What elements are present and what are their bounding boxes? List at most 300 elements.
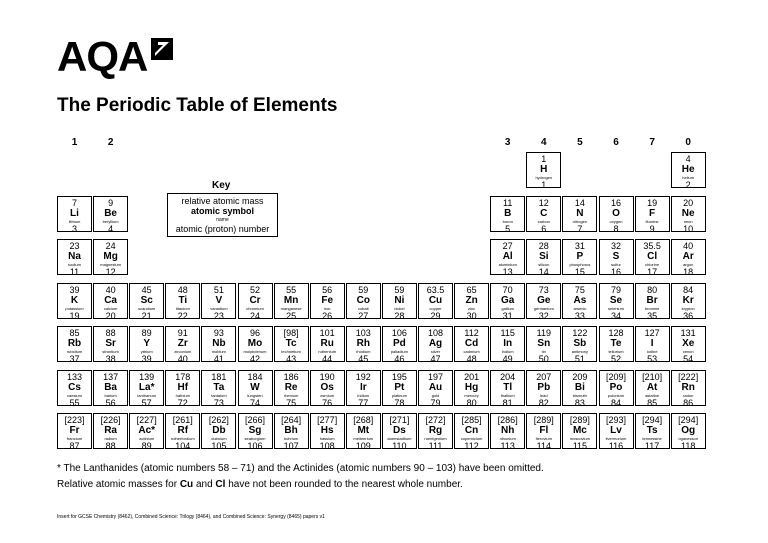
- element-symbol: Mn: [283, 294, 299, 306]
- element-number: 50: [538, 354, 549, 364]
- element-symbol: Re: [284, 381, 298, 393]
- element-mass: [262]: [208, 415, 229, 425]
- group-label: 3: [504, 137, 511, 148]
- element-cell: [454, 326, 489, 362]
- element-mass: 190: [319, 371, 335, 382]
- element-number: 56: [105, 397, 116, 408]
- element-cell: [238, 413, 273, 449]
- element-mass: 79: [610, 284, 621, 295]
- element-mass: 52: [249, 284, 260, 295]
- element-mass: [268]: [353, 415, 374, 425]
- element-mass: 181: [211, 371, 227, 382]
- element-mass: 209: [572, 371, 588, 382]
- element-name: chromium: [246, 306, 264, 311]
- element-number: 28: [394, 310, 405, 321]
- element-symbol: Rb: [67, 338, 82, 349]
- element-mass: [226]: [100, 415, 121, 425]
- element-cell: [310, 370, 345, 406]
- element-mass: 4: [685, 154, 691, 164]
- element-mass: 85: [69, 328, 80, 338]
- element-name: lanthanum: [137, 393, 157, 398]
- element-mass: [286]: [497, 415, 518, 425]
- element-cell: [454, 413, 489, 449]
- element-mass: 106: [391, 328, 407, 338]
- element-symbol: Tc: [285, 338, 297, 349]
- key-mass-label: relative atomic mass: [181, 196, 264, 206]
- element-symbol: Ge: [537, 294, 551, 306]
- element-symbol: La*: [138, 381, 155, 393]
- element-name: magnesium: [100, 263, 121, 267]
- element-number: 9: [649, 223, 655, 234]
- element-cell: [201, 370, 236, 406]
- element-symbol: Mo: [247, 338, 263, 349]
- element-mass: 204: [500, 371, 516, 382]
- element-cell: [671, 326, 706, 362]
- element-symbol: Rh: [356, 338, 370, 349]
- element-name: helium: [682, 176, 695, 180]
- element-name: tungsten: [247, 393, 263, 398]
- element-number: 57: [141, 397, 152, 408]
- element-mass: [289]: [533, 415, 554, 425]
- element-mass: [261]: [172, 415, 193, 425]
- element-mass: 56: [322, 284, 333, 295]
- element-mass: 139: [139, 371, 155, 382]
- element-cell: [346, 283, 381, 319]
- element-mass: 19: [647, 197, 658, 208]
- element-number: 34: [610, 310, 621, 321]
- element-cell: [490, 196, 525, 232]
- element-number: 14: [538, 267, 549, 277]
- element-name: boron: [502, 219, 513, 224]
- element-symbol: Tl: [503, 381, 513, 393]
- element-symbol: Ca: [104, 294, 117, 306]
- element-number: 21: [141, 310, 152, 321]
- element-cell: [310, 413, 345, 449]
- element-mass: 28: [538, 241, 549, 251]
- element-mass: 127: [644, 328, 660, 338]
- element-name: darmstadtium: [387, 437, 412, 441]
- note-cl: Cl: [215, 479, 226, 490]
- element-cell: [418, 370, 453, 406]
- element-cell: [382, 283, 417, 319]
- element-cell: [526, 413, 561, 449]
- element-symbol: Pd: [393, 338, 406, 349]
- element-mass: 31: [574, 241, 585, 251]
- element-name: tennessine: [642, 437, 662, 441]
- element-name: cobalt: [357, 306, 369, 311]
- element-number: 20: [105, 310, 116, 321]
- element-mass: 137: [103, 371, 119, 382]
- element-symbol: S: [612, 251, 620, 262]
- element-name: thallium: [500, 393, 515, 398]
- element-cell: [562, 239, 597, 275]
- element-name: tin: [541, 350, 546, 354]
- element-number: 6: [541, 223, 547, 234]
- element-mass: [294]: [642, 415, 663, 425]
- element-symbol: Y: [143, 338, 151, 349]
- element-symbol: Fe: [321, 294, 334, 306]
- element-symbol: Mg: [103, 251, 118, 262]
- element-mass: 23: [69, 241, 80, 251]
- logo-mark-icon: [149, 36, 175, 62]
- element-number: 35: [647, 310, 658, 321]
- element-name: iron: [323, 306, 331, 311]
- element-number: 112: [464, 441, 479, 451]
- element-number: 8: [613, 223, 619, 234]
- element-name: nickel: [394, 306, 405, 311]
- element-mass: 195: [391, 371, 407, 382]
- element-name: livermorium: [605, 437, 627, 441]
- element-number: 10: [683, 223, 694, 234]
- element-number: 89: [141, 441, 152, 451]
- element-symbol: F: [649, 207, 656, 219]
- element-mass: 48: [177, 284, 188, 295]
- element-name: molybdenum: [243, 350, 267, 354]
- element-name: lead: [540, 393, 548, 398]
- aqa-logo: [57, 34, 177, 80]
- element-cell: [599, 283, 634, 319]
- element-symbol: I: [650, 338, 654, 349]
- element-cell: [562, 370, 597, 406]
- element-name: chlorine: [645, 263, 660, 267]
- element-mass: 84: [683, 284, 694, 295]
- element-number: 111: [428, 441, 443, 451]
- element-name: flerovium: [535, 437, 552, 441]
- element-cell: [490, 413, 525, 449]
- element-mass: 7: [71, 197, 77, 208]
- element-number: 109: [355, 441, 371, 451]
- element-mass: [285]: [461, 415, 482, 425]
- element-cell: [57, 239, 92, 275]
- element-name: radon: [683, 393, 694, 398]
- element-cell: [562, 413, 597, 449]
- element-symbol: P: [576, 251, 584, 262]
- element-name: hydrogen: [535, 176, 553, 180]
- element-cell: [238, 326, 273, 362]
- element-cell: [562, 283, 597, 319]
- element-name: meitnerium: [353, 437, 374, 441]
- element-symbol: Al: [502, 251, 513, 262]
- element-cell: [310, 283, 345, 319]
- element-name: oganesson: [678, 437, 698, 441]
- element-cell: [562, 196, 597, 232]
- element-name: tantalum: [211, 393, 227, 398]
- element-number: 105: [211, 441, 227, 451]
- element-number: 88: [105, 441, 116, 451]
- element-number: 110: [392, 441, 407, 451]
- element-symbol: Ds: [392, 425, 406, 436]
- element-name: radium: [104, 437, 117, 441]
- element-mass: 112: [464, 328, 479, 338]
- element-symbol: Cl: [647, 251, 658, 262]
- element-cell: [93, 326, 128, 362]
- element-mass: 16: [610, 197, 621, 208]
- element-cell: [635, 413, 670, 449]
- element-mass: [277]: [317, 415, 338, 425]
- element-symbol: Br: [646, 294, 658, 306]
- element-name: rhodium: [356, 350, 371, 354]
- element-mass: 192: [355, 371, 371, 382]
- element-mass: 131: [680, 328, 696, 338]
- element-cell: [201, 283, 236, 319]
- element-name: nitrogen: [572, 219, 588, 224]
- element-mass: 88: [105, 328, 116, 338]
- element-mass: [266]: [244, 415, 266, 425]
- element-number: 49: [502, 354, 513, 364]
- element-symbol: Bi: [574, 381, 585, 393]
- element-number: 77: [358, 397, 369, 408]
- element-number: 29: [430, 310, 441, 321]
- element-symbol: Ta: [213, 381, 225, 393]
- element-symbol: Ru: [320, 338, 334, 349]
- element-name: zirconium: [174, 350, 192, 354]
- element-mass: 70: [502, 284, 513, 295]
- element-cell: [490, 283, 525, 319]
- element-mass: 103: [355, 328, 371, 338]
- element-number: 42: [249, 354, 260, 364]
- element-symbol: Pb: [537, 381, 551, 393]
- element-cell: [454, 283, 489, 319]
- footer-text: Insert for GCSE Chemistry (8462), Combined Science: Trilogy (8464), and Combined Science: Synergy (8465) papers v1: [57, 514, 325, 520]
- element-name: xenon: [682, 350, 694, 354]
- element-name: actinium: [139, 437, 155, 441]
- element-cell: [635, 370, 670, 406]
- element-cell: [526, 152, 561, 188]
- element-name: moscovium: [569, 437, 590, 441]
- element-number: 118: [681, 441, 696, 451]
- element-mass: [289]: [569, 415, 590, 425]
- element-name: sulfur: [611, 263, 621, 267]
- element-mass: 1: [541, 154, 547, 164]
- element-mass: 55: [286, 284, 297, 295]
- element-symbol: Ni: [394, 294, 405, 306]
- element-name: germanium: [533, 306, 554, 311]
- element-cell: [418, 413, 453, 449]
- note-rounding-prefix: Relative atomic masses for: [57, 479, 180, 490]
- element-cell: [599, 370, 634, 406]
- element-mass: 91: [177, 328, 188, 338]
- element-symbol: Hf: [177, 381, 189, 393]
- group-label: 7: [649, 137, 655, 148]
- element-cell: [526, 326, 561, 362]
- element-number: 87: [69, 441, 80, 451]
- element-name: aluminium: [498, 263, 517, 267]
- element-cell: [93, 413, 128, 449]
- element-cell: [490, 239, 525, 275]
- element-cell: [635, 283, 670, 319]
- element-cell: [238, 370, 273, 406]
- element-symbol: N: [576, 207, 584, 219]
- element-number: 106: [247, 441, 263, 451]
- element-symbol: Cu: [428, 294, 443, 306]
- element-cell: [93, 196, 128, 232]
- group-label: 2: [107, 137, 114, 148]
- element-number: 7: [577, 223, 583, 234]
- element-symbol: Rf: [177, 425, 189, 436]
- element-cell: [93, 370, 128, 406]
- element-name: lithium: [68, 219, 81, 224]
- element-number: 82: [538, 397, 549, 408]
- element-symbol: Cd: [464, 338, 479, 349]
- element-mass: 197: [427, 371, 444, 382]
- element-mass: 14: [574, 197, 585, 208]
- element-symbol: Rg: [428, 425, 443, 436]
- note-rounding: [57, 479, 463, 490]
- element-symbol: Hs: [320, 425, 334, 436]
- element-cell: [129, 283, 164, 319]
- element-mass: [293]: [605, 415, 627, 425]
- element-mass: 108: [427, 328, 444, 338]
- element-mass: [210]: [642, 371, 663, 382]
- element-number: 108: [319, 441, 335, 451]
- element-name: silicon: [538, 263, 550, 267]
- element-symbol: Xe: [682, 338, 695, 349]
- element-cell: [671, 239, 706, 275]
- element-symbol: V: [215, 294, 223, 306]
- element-mass: 75: [574, 284, 585, 295]
- element-symbol: Mt: [357, 425, 370, 436]
- element-number: 85: [647, 397, 658, 408]
- element-number: 54: [683, 354, 694, 364]
- element-mass: 40: [105, 284, 116, 295]
- element-number: 73: [213, 397, 224, 408]
- element-name: nihonium: [499, 437, 516, 441]
- element-number: 25: [286, 310, 297, 321]
- element-cell: [93, 283, 128, 319]
- note-rounding-suffix: have not been rounded to the nearest whole number.: [225, 479, 463, 490]
- element-symbol: Sr: [105, 338, 116, 349]
- element-mass: 128: [608, 328, 624, 338]
- element-symbol: In: [503, 338, 513, 349]
- element-cell: [599, 196, 634, 232]
- page-title: The Periodic Table of Elements: [57, 95, 338, 116]
- element-number: 76: [322, 397, 333, 408]
- element-name: caesium: [67, 393, 82, 398]
- element-name: oxygen: [609, 219, 623, 224]
- element-cell: [599, 326, 634, 362]
- element-number: 44: [322, 354, 333, 364]
- element-name: antimony: [571, 350, 588, 354]
- element-number: 27: [358, 310, 369, 321]
- note-lanthanides: * The Lanthanides (atomic numbers 58 – 71) and the Actinides (atomic numbers 90 – 103) have been omitted.: [57, 463, 544, 474]
- element-mass: 59: [358, 284, 369, 295]
- element-name: platinum: [391, 393, 407, 398]
- element-name: sodium: [68, 263, 81, 267]
- element-mass: [227]: [136, 415, 157, 425]
- element-cell: [671, 152, 706, 188]
- element-number: 47: [430, 354, 441, 364]
- element-name: copernicium: [460, 437, 483, 441]
- element-number: 22: [177, 310, 188, 321]
- element-symbol: Ga: [501, 294, 515, 306]
- element-mass: 65: [466, 284, 477, 295]
- element-symbol: Fr: [69, 425, 80, 436]
- element-name: argon: [683, 263, 694, 267]
- element-number: 1: [541, 180, 547, 190]
- element-cell: [418, 326, 453, 362]
- element-symbol: Ti: [178, 294, 188, 306]
- element-cell: [165, 370, 200, 406]
- element-number: 107: [283, 441, 299, 451]
- element-name: krypton: [681, 306, 695, 311]
- element-number: 2: [685, 180, 691, 190]
- element-mass: 207: [536, 371, 552, 382]
- element-cell: [671, 413, 706, 449]
- element-cell: [57, 283, 92, 319]
- element-symbol: W: [250, 381, 260, 393]
- element-mass: 201: [464, 371, 480, 382]
- element-mass: [223]: [64, 415, 85, 425]
- element-cell: [238, 283, 273, 319]
- periodic-table: [57, 152, 707, 457]
- element-mass: 89: [141, 328, 152, 338]
- element-cell: [310, 326, 345, 362]
- element-symbol: Be: [104, 207, 117, 219]
- element-number: 38: [105, 354, 116, 364]
- element-number: 72: [177, 397, 188, 408]
- element-mass: [209]: [605, 371, 627, 382]
- element-name: phosphorus: [569, 263, 591, 267]
- element-symbol: Zn: [465, 294, 478, 306]
- element-cell: [526, 196, 561, 232]
- element-cell: [129, 413, 164, 449]
- element-name: beryllium: [102, 219, 119, 224]
- element-number: 84: [610, 397, 621, 408]
- element-mass: 93: [213, 328, 224, 338]
- element-cell: [490, 370, 525, 406]
- element-cell: [526, 239, 561, 275]
- element-name: selenium: [607, 306, 624, 311]
- element-number: 79: [430, 397, 441, 408]
- element-name: seaborgium: [244, 437, 266, 441]
- element-mass: 186: [283, 371, 299, 382]
- element-symbol: Co: [356, 294, 370, 306]
- element-name: iodine: [646, 350, 658, 354]
- group-label: 0: [685, 137, 691, 148]
- key-box: [167, 193, 278, 237]
- element-number: 13: [502, 267, 513, 277]
- element-name: rubidium: [66, 350, 83, 354]
- element-number: 39: [141, 354, 152, 364]
- group-label: 1: [71, 137, 78, 148]
- element-cell: [93, 239, 128, 275]
- element-mass: 39: [69, 284, 80, 295]
- element-number: 26: [322, 310, 333, 321]
- element-symbol: Sn: [537, 338, 551, 349]
- element-symbol: Po: [609, 381, 623, 393]
- element-name: silver: [430, 350, 441, 354]
- element-mass: 59: [394, 284, 405, 295]
- element-mass: 101: [319, 328, 335, 338]
- element-cell: [129, 370, 164, 406]
- element-number: 30: [466, 310, 477, 321]
- element-number: 45: [358, 354, 369, 364]
- element-cell: [165, 326, 200, 362]
- element-mass: 122: [572, 328, 588, 338]
- element-symbol: K: [70, 294, 79, 306]
- element-number: 40: [177, 354, 188, 364]
- element-number: 52: [610, 354, 621, 364]
- element-name: bohrium: [283, 437, 299, 441]
- element-name: rhenium: [283, 393, 299, 398]
- element-mass: 178: [175, 371, 191, 382]
- element-number: 15: [574, 267, 585, 277]
- element-name: indium: [501, 350, 514, 354]
- element-mass: 184: [247, 371, 263, 382]
- key-title: Key: [212, 180, 231, 191]
- element-symbol: Se: [609, 294, 623, 306]
- element-cell: [274, 370, 309, 406]
